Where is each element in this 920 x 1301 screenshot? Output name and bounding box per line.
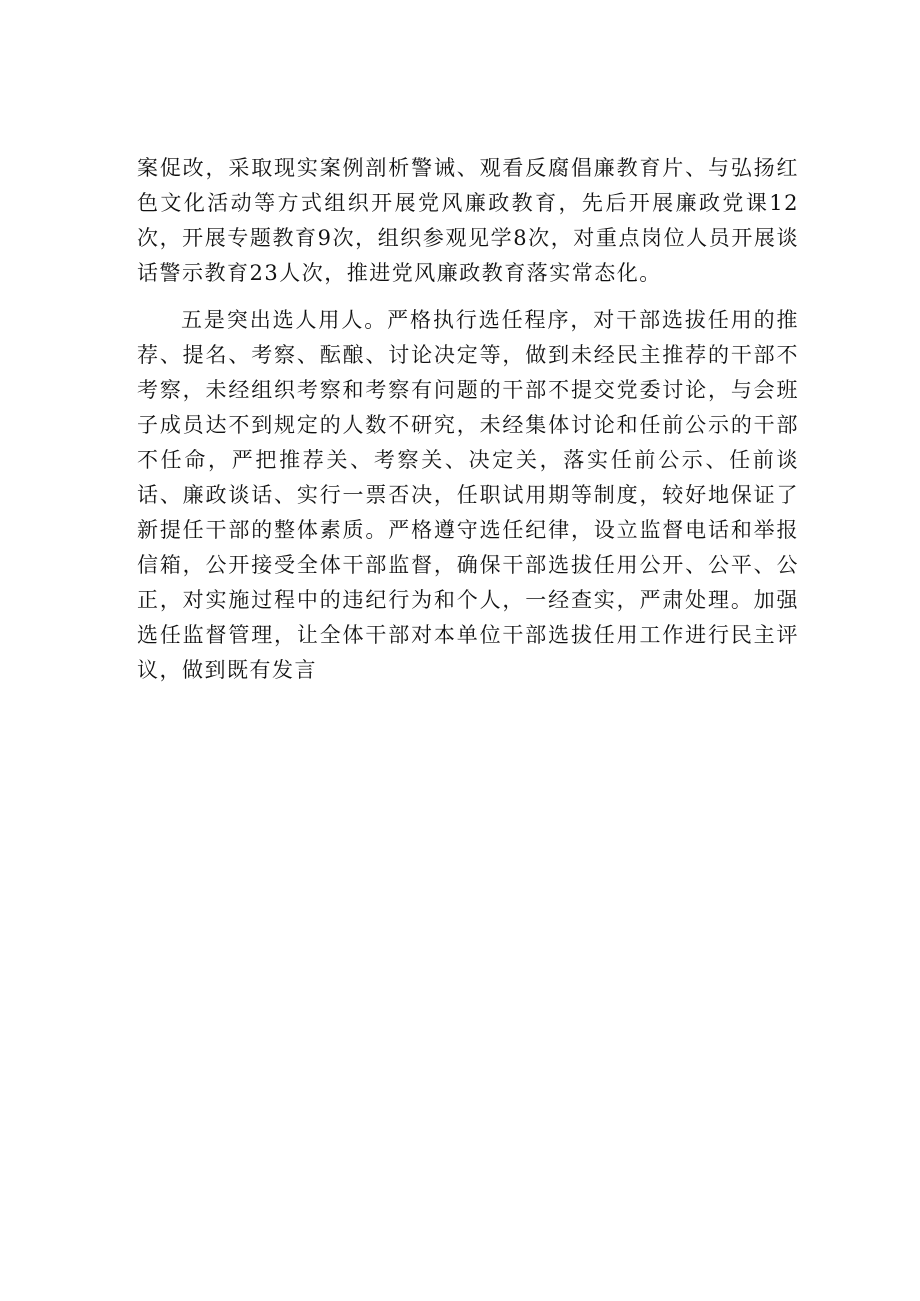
document-body <box>137 151 799 688</box>
paragraph-selection-appointment: 五是突出选人用人。严格执行选任程序，对干部选拔任用的推荐、提名、考察、酝酿、讨论决定等，做到未经民主推荐的干部不考察，未经组织考察和考察有问题的干部不提交党委讨论，与会班子成员达不到规定的人数不研究，未经集体讨论和任前公示的干部不任命，严把推荐关、考察关、决定关，落实任前公示、任前谈话、廉政谈话、实行一票否决，任职试用期等制度，较好地保证了新提任干部的整体素质。严格遵守选任纪律，设立监督电话和举报信箱，公开接受全体干部监督，确保干部选拔任用公开、公平、公正，对实施过程中的违纪行为和个人，一经查实，严肃处理。加强选任监督管理，让全体干部对本单位干部选拔任用工作进行民主评议，做到既有发言 <box>137 308 799 682</box>
paragraph-continuation: 案促改，采取现实案例剖析警诫、观看反腐倡廉教育片、与弘扬红色文化活动等方式组织开展党风廉政教育，先后开展廉政党课12次，开展专题教育9次，组织参观见学8次，对重点岗位人员开展谈话警示教育23人次，推进党风廉政教育落实常态化。 <box>137 156 799 285</box>
